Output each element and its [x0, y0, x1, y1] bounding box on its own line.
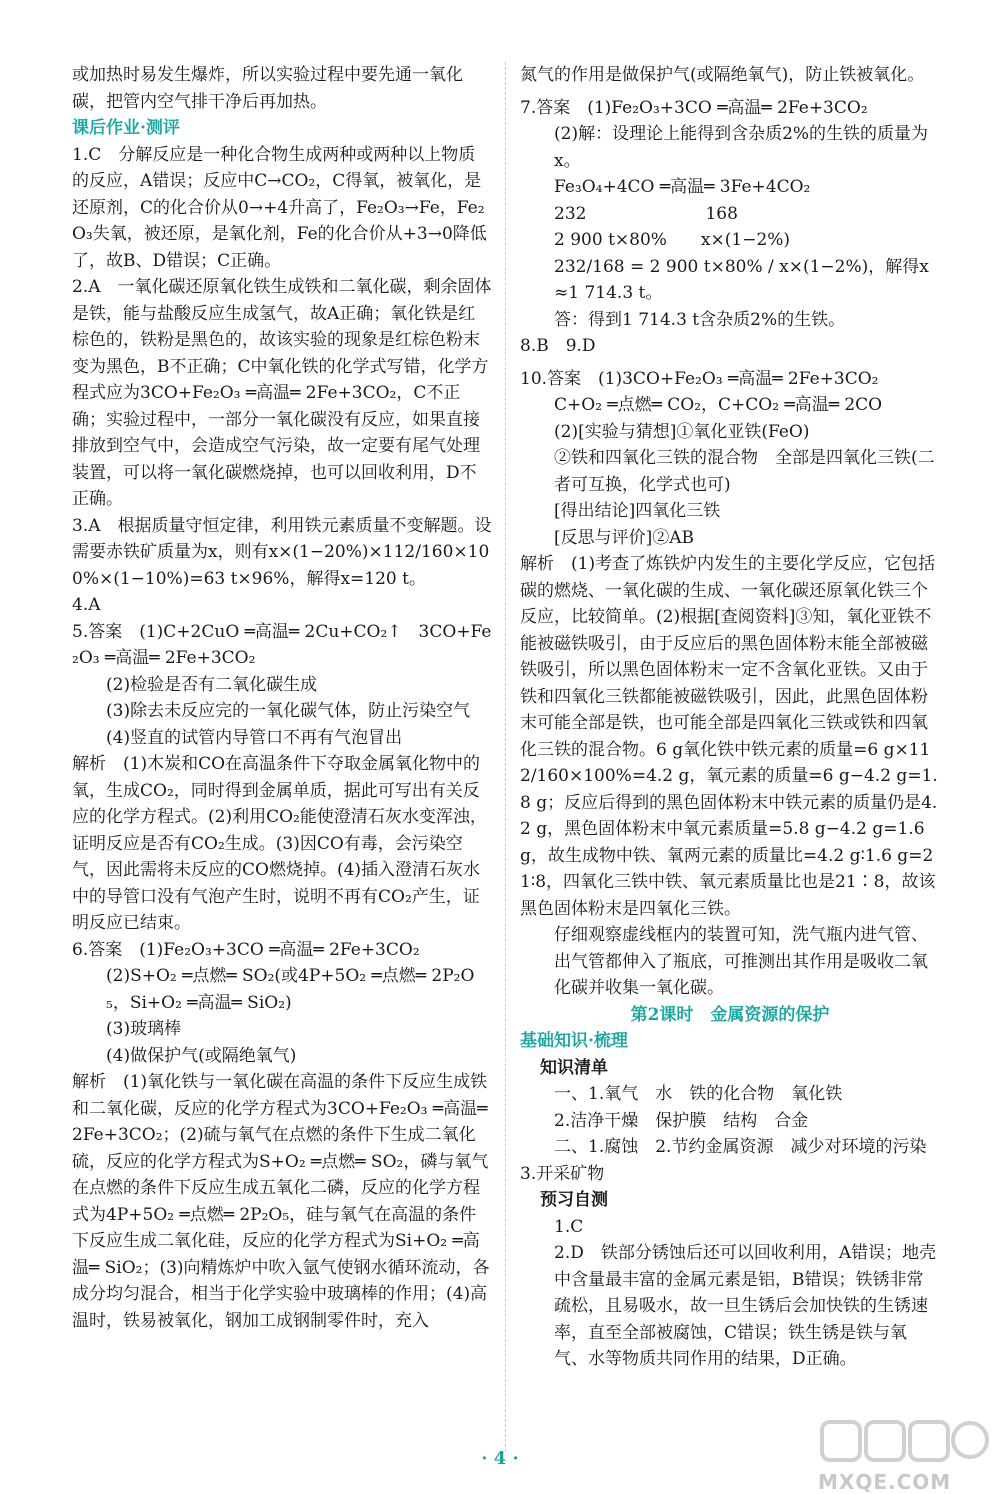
paragraph: 5.答案 (1)C+2CuO ═高温═ 2Cu+CO₂↑ 3CO+Fe₂O₃ ═高温═ 2Fe+3CO₂ [72, 621, 492, 668]
paragraph: 3.开采矿物 [520, 1163, 605, 1184]
paragraph: 10.答案 (1)3CO+Fe₂O₃ ═高温═ 2Fe+3CO₂ [520, 368, 879, 389]
answer-line: 2.D 铁部分锈蚀后还可以回收利用，A错误；地壳中含量最丰富的金属元素是铝，B错误；铁锈非常疏松，且易吸水，故一旦生锈后会加快铁的生锈速率，直至全部被腐蚀，C错误；铁生锈是铁与氧气、水等物质共同作用的结果，D正确。 [554, 1243, 937, 1369]
paragraph: 解析 (1)考查了炼铁炉内发生的主要化学反应，它包括碳的燃烧、一氧化碳的生成、一氧化碳还原氧化铁三个反应，比较简单。(2)根据[查阅资料]③知，氧化亚铁不能被磁铁吸引，由于反应后的黑色固体粉末能全部被磁铁吸引，所以黑色固体粉末一定不含氧化亚铁。又由于铁和四氧化三铁都能被磁铁吸引，因此，此黑色固体粉末可能全部是铁，也可能全部是四氧化三铁或铁和四氧化三铁的混合物。6 g氧化铁中铁元素的质量=6 g×112/160×100%=4.2 g，氧元素的质量=6 g−4.2 g=1.8 g；反应后得到的黑色固体粉末中铁元素的质量仍是4.2 g，黑色固体粉末中氧元素质量=5.8 g−4.2 g=1.6 g，故生成物中铁、氧两元素的质量比=4.2 g∶1.6 g=21∶8，四氧化三铁中铁、氧元素质量比也是21∶8，故该黑色固体粉末是四氧化三铁。 [520, 554, 938, 919]
paragraph: 7.答案 (1)Fe₂O₃+3CO ═高温═ 2Fe+3CO₂ [520, 97, 868, 118]
answer-line: (3)除去未反应完的一氧化碳气体，防止污染空气 [106, 701, 471, 721]
equation-line: Fe₃O₄+4CO ═高温═ 3Fe+4CO₂ [554, 177, 811, 197]
page-number: · 4 · [481, 1448, 519, 1469]
subheading: 知识清单 [540, 1057, 608, 1078]
paragraph: 1.C 分解反应是一种化合物生成两种或两种以上物质的反应，A错误；反应中C→CO₂，C得氧，被氧化，是还原剂，C的化合价从0→+4升高了，Fe₂O₃→Fe，Fe₂O₃失氧，被还原，是氧化剂，Fe的化合价从+3→0降低了，故B、D错误；C正确。 [72, 144, 487, 271]
paragraph: 2.A 一氧化碳还原氧化铁生成铁和二氧化碳，剩余固体是铁，能与盐酸反应生成氢气，故A正确；氧化铁是红棕色的，铁粉是黑色的，故该实验的现象是红棕色粉末变为黑色，B不正确；C中氧化铁的化学式写错，化学方程式应为3CO+Fe₂O₃ ═高温═ 2Fe+3CO₂，C不正确；实验过程中，一部分一氧化碳没有反应，如果直接排放到空气中，会造成空气污染，故一定要有尾气处理装置，可以将一氧化碳燃烧掉，也可以回收利用，D不正确。 [72, 277, 492, 509]
watermark-text: MXQE.COM [818, 1470, 952, 1494]
answer-line: 一、1.氧气 水 铁的化合物 氧化铁 [554, 1084, 843, 1104]
paragraph: 6.答案 (1)Fe₂O₃+3CO ═高温═ 2Fe+3CO₂ [72, 939, 420, 960]
answer-line: 仔细观察虚线框内的装置可知，洗气瓶内进气管、出气管都伸入了瓶底，可推测出其作用是吸收二氧化碳并收集一氧化碳。 [554, 925, 928, 998]
answer-line: (4)做保护气(或隔绝氧气) [106, 1045, 297, 1066]
equation-line: 2 900 t×80% x×(1−2%) [554, 230, 791, 250]
answer-line: 答：得到1 714.3 t含杂质2%的生铁。 [554, 309, 846, 330]
equation-line: 232/168 = 2 900 t×80% / x×(1−2%)，解得x≈1 714.3 t。 [554, 256, 929, 303]
section-heading: 课后作业·测评 [72, 118, 180, 138]
answer-line: [反思与评价]②AB [554, 527, 695, 548]
answer-line: (2)[实验与猜想]①氧化亚铁(FeO) [554, 421, 810, 442]
paragraph: 氮气的作用是做保护气(或隔绝氧气)，防止铁被氧化。 [520, 65, 925, 85]
answer-line: (2)S+O₂ ═点燃═ SO₂(或4P+5O₂ ═点燃═ 2P₂O₅，Si+O₂ ═高温═ SiO₂) [106, 966, 475, 1013]
answer-line: 二、1.腐蚀 2.节约金属资源 减少对环境的污染 [554, 1137, 927, 1157]
answer-line: [得出结论]四氧化三铁 [554, 501, 721, 521]
right-column [520, 62, 940, 1373]
paragraph: 或加热时易发生爆炸，所以实验过程中要先通一氧化碳，把管内空气排干净后再加热。 [72, 65, 463, 112]
paragraph: 3.A 根据质量守恒定律，利用铁元素质量不变解题。设需要赤铁矿质量为x，则有x×(1−20%)×112/160×100%×(1−10%)=63 t×96%，解得x=120 t。 [72, 515, 492, 589]
answer-line: (2)检验是否有二氧化碳生成 [106, 674, 318, 695]
lesson-title: 第2课时 金属资源的保护 [630, 1004, 830, 1025]
section-heading: 基础知识·梳理 [520, 1031, 628, 1051]
equation-line: 232 168 [554, 203, 738, 224]
answer-line: (4)竖直的试管内导管口不再有气泡冒出 [106, 727, 403, 748]
column-divider [505, 62, 506, 1452]
paragraph: 4.A [72, 595, 101, 615]
paragraph: 解析 (1)氧化铁与一氧化碳在高温的条件下反应生成铁和二氧化碳，反应的化学方程式为3CO+Fe₂O₃ ═高温═ 2Fe+3CO₂；(2)硫与氧气在点燃的条件下生成二氧化硫，反应的化学方程式为S+O₂ ═点燃═ SO₂，磷与氧气在点燃的条件下反应生成五氧化二磷，反应的化学方程式为4P+5O₂ ═点燃═ 2P₂O₅，硅与氧气在高温的条件下反应生成二氧化硅，反应的化学方程式为Si+O₂ ═高温═ SiO₂；(3)向精炼炉中吹入氩气使钢水循环流动，各成分均匀混合，相当于化学实验中玻璃棒的作用；(4)高温时，铁易被氧化，钢加工成钢制零件时，充入 [72, 1072, 490, 1331]
answer-line: 2.洁净干燥 保护膜 结构 合金 [554, 1110, 809, 1131]
left-column [72, 62, 492, 1334]
answer-line: (2)解：设理论上能得到含杂质2%的生铁的质量为x。 [554, 124, 929, 171]
answer-line: 1.C [554, 1216, 584, 1237]
equation-line: C+O₂ ═点燃═ CO₂，C+CO₂ ═高温═ 2CO [554, 395, 883, 415]
subheading: 预习自测 [540, 1190, 608, 1210]
answer-line: ②铁和四氧化三铁的混合物 全部是四氧化三铁(二者可互换，化学式也可) [554, 448, 935, 495]
answer-line: (3)玻璃棒 [106, 1019, 182, 1039]
paragraph: 解析 (1)木炭和CO在高温条件下夺取金属氧化物中的氧，生成CO₂，同时得到金属单质，据此可写出有关反应的化学方程式。(2)利用CO₂能使澄清石灰水变浑浊，证明反应是否有CO₂生成。(3)因CO有毒，会污染空气，因此需将未反应的CO燃烧掉。(4)插入澄清石灰水中的导管口没有气泡产生时，说明不再有CO₂产生，证明反应已结束。 [72, 754, 487, 933]
paragraph: 8.B 9.D [520, 336, 596, 356]
